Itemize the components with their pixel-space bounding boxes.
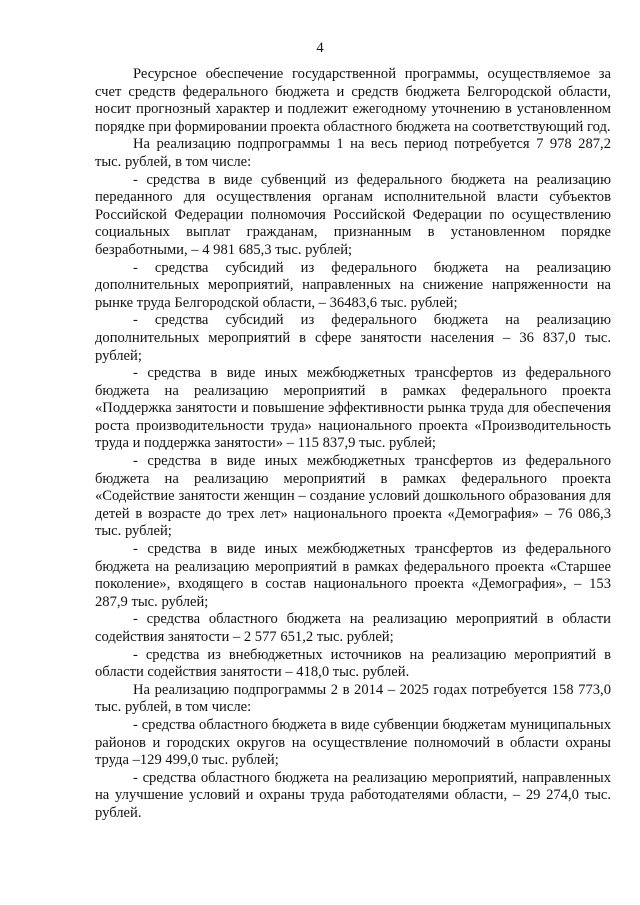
- list-item-subvention-labor-protection: - средства областного бюджета в виде субвенции бюджетам муниципальных районов и городских округов на осуществление полномочий в области охраны труда –129 499,0 тыс. рублей;: [95, 716, 611, 769]
- list-item-extrabudgetary: - средства из внебюджетных источников на реализацию мероприятий в области содействия занятости – 418,0 тыс. рублей.: [95, 646, 611, 681]
- list-item-transfers-older-generation: - средства в виде иных межбюджетных трансфертов из федерального бюджета на реализацию мероприятий в рамках федерального проекта «Старшее поколение», входящего в состав национального проекта «Демография», – 153 287,9 тыс. рублей;: [95, 541, 611, 610]
- list-item-transfers-productivity: - средства в виде иных межбюджетных трансфертов из федерального бюджета на реализацию мероприятий в рамках федерального проекта «Поддержка занятости и повышение эффективности рынка труда для обеспечения роста производительности труда» национального проекта «Производительность труда и поддержка занятости» – 115 837,9 тыс. рублей;: [95, 365, 611, 452]
- list-item-transfers-women-employment: - средства в виде иных межбюджетных трансфертов из федерального бюджета на реализацию мероприятий в рамках федерального проекта «Содействие занятости женщин – создание условий дошкольного образования для детей в возрасте до трех лет» национального проекта «Демография» – 76 086,3 тыс. рублей;: [95, 453, 611, 540]
- list-item-federal-subsidies-labor-market: - средства субсидий из федерального бюджета на реализацию дополнительных мероприятий, направленных на снижение напряженности на рынке труда Белгородской области, – 36483,6 тыс. рублей;: [95, 259, 611, 311]
- list-item-federal-subventions: - средства в виде субвенций из федерального бюджета на реализацию переданного для осуществления органам исполнительной власти субъектов Российской Федерации полномочия Российской Федерации по осуществлению социальных выплат гражданам, признанным в установленном порядке безработными, – 4 981 685,3 тыс. рублей;: [95, 171, 611, 258]
- document-body: [95, 66, 611, 823]
- list-item-working-conditions: - средства областного бюджета на реализацию мероприятий, направленных на улучшение условий и охраны труда работодателями области, – 29 274,0 тыс. рублей.: [95, 769, 611, 821]
- paragraph-subprogram-1: На реализацию подпрограммы 1 на весь период потребуется 7 978 287,2 тыс. рублей, в том числе:: [95, 136, 611, 170]
- page-number: 4: [316, 40, 324, 56]
- paragraph-intro: Ресурсное обеспечение государственной программы, осуществляемое за счет средств федерального бюджета и средств бюджета Белгородской области, носит прогнозный характер и подлежит ежегодному уточнению в установленном порядке при формировании проекта областного бюджета на соответствующий год.: [95, 66, 611, 135]
- list-item-federal-subsidies-employment: - средства субсидий из федерального бюджета на реализацию дополнительных мероприятий в сфере занятости населения – 36 837,0 тыс. рублей;: [95, 312, 611, 364]
- paragraph-subprogram-2: На реализацию подпрограммы 2 в 2014 – 2025 годах потребуется 158 773,0 тыс. рублей, в том числе:: [95, 681, 611, 716]
- list-item-regional-budget: - средства областного бюджета на реализацию мероприятий в области содействия занятости – 2 577 651,2 тыс. рублей;: [95, 611, 611, 645]
